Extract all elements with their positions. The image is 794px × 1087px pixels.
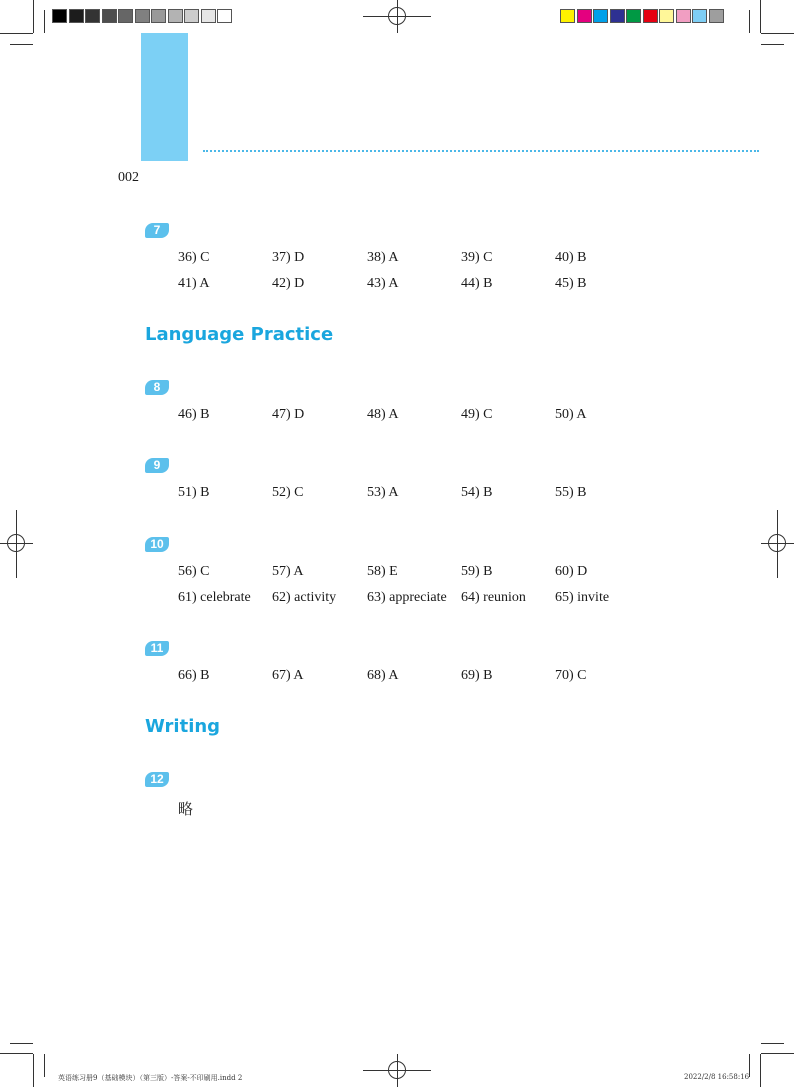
exercise-badge-12: 12 [145, 772, 169, 787]
section-heading-language-practice: Language Practice [145, 324, 334, 345]
answer-46: 46) B [178, 407, 210, 422]
answer-65: 65) invite [555, 590, 610, 605]
grayscale-swatch [85, 9, 100, 23]
answer-68: 68) A [367, 668, 399, 683]
grayscale-swatch [118, 9, 133, 23]
answer-60: 60) D [555, 564, 588, 579]
color-swatch [659, 9, 674, 23]
answer-50: 50) A [555, 407, 587, 422]
answer-56: 56) C [178, 564, 210, 579]
answer-37: 37) D [272, 250, 305, 265]
answer-54: 54) B [461, 485, 493, 500]
answer-69: 69) B [461, 668, 493, 683]
answer-47: 47) D [272, 407, 305, 422]
answer-67: 67) A [272, 668, 304, 683]
grayscale-swatch [217, 9, 232, 23]
answer-64: 64) reunion [461, 590, 526, 605]
answer-70: 70) C [555, 668, 587, 683]
color-swatch [577, 9, 592, 23]
footer-timestamp: 2022/2/8 16:58:16 [684, 1073, 750, 1081]
grayscale-swatch [52, 9, 67, 23]
answer-41: 41) A [178, 276, 210, 291]
grayscale-swatch [201, 9, 216, 23]
grayscale-swatch [168, 9, 183, 23]
grayscale-swatch [135, 9, 150, 23]
answer-58: 58) E [367, 564, 398, 579]
answer-52: 52) C [272, 485, 304, 500]
answer-36: 36) C [178, 250, 210, 265]
header-tab-block [141, 33, 188, 161]
answer-42: 42) D [272, 276, 305, 291]
answer-12-note: 略 [178, 800, 194, 818]
grayscale-swatch [102, 9, 117, 23]
answer-59: 59) B [461, 564, 493, 579]
exercise-badge-10: 10 [145, 537, 169, 552]
answer-43: 43) A [367, 276, 399, 291]
answer-57: 57) A [272, 564, 304, 579]
answer-66: 66) B [178, 668, 210, 683]
answer-53: 53) A [367, 485, 399, 500]
color-swatch [643, 9, 658, 23]
answer-45: 45) B [555, 276, 587, 291]
answer-39: 39) C [461, 250, 493, 265]
dotted-rule [203, 150, 759, 152]
grayscale-swatch [184, 9, 199, 23]
answer-55: 55) B [555, 485, 587, 500]
color-swatch [626, 9, 641, 23]
answer-48: 48) A [367, 407, 399, 422]
page-number: 002 [118, 170, 139, 185]
grayscale-swatch [69, 9, 84, 23]
answer-61: 61) celebrate [178, 590, 251, 605]
answer-51: 51) B [178, 485, 210, 500]
grayscale-swatch [151, 9, 166, 23]
color-swatch [560, 9, 575, 23]
footer-file-name: 英语练习册9（基础模块）（第三版）-答案-不印刷用.indd 2 [58, 1074, 243, 1082]
answer-63: 63) appreciate [367, 590, 447, 605]
answer-40: 40) B [555, 250, 587, 265]
color-swatch [676, 9, 691, 23]
color-swatch [610, 9, 625, 23]
exercise-badge-8: 8 [145, 380, 169, 395]
answer-38: 38) A [367, 250, 399, 265]
answer-44: 44) B [461, 276, 493, 291]
color-swatch [692, 9, 707, 23]
exercise-badge-9: 9 [145, 458, 169, 473]
answer-62: 62) activity [272, 590, 337, 605]
color-swatch [709, 9, 724, 23]
answer-49: 49) C [461, 407, 493, 422]
exercise-badge-7: 7 [145, 223, 169, 238]
section-heading-writing: Writing [145, 716, 221, 737]
exercise-badge-11: 11 [145, 641, 169, 656]
color-swatch [593, 9, 608, 23]
